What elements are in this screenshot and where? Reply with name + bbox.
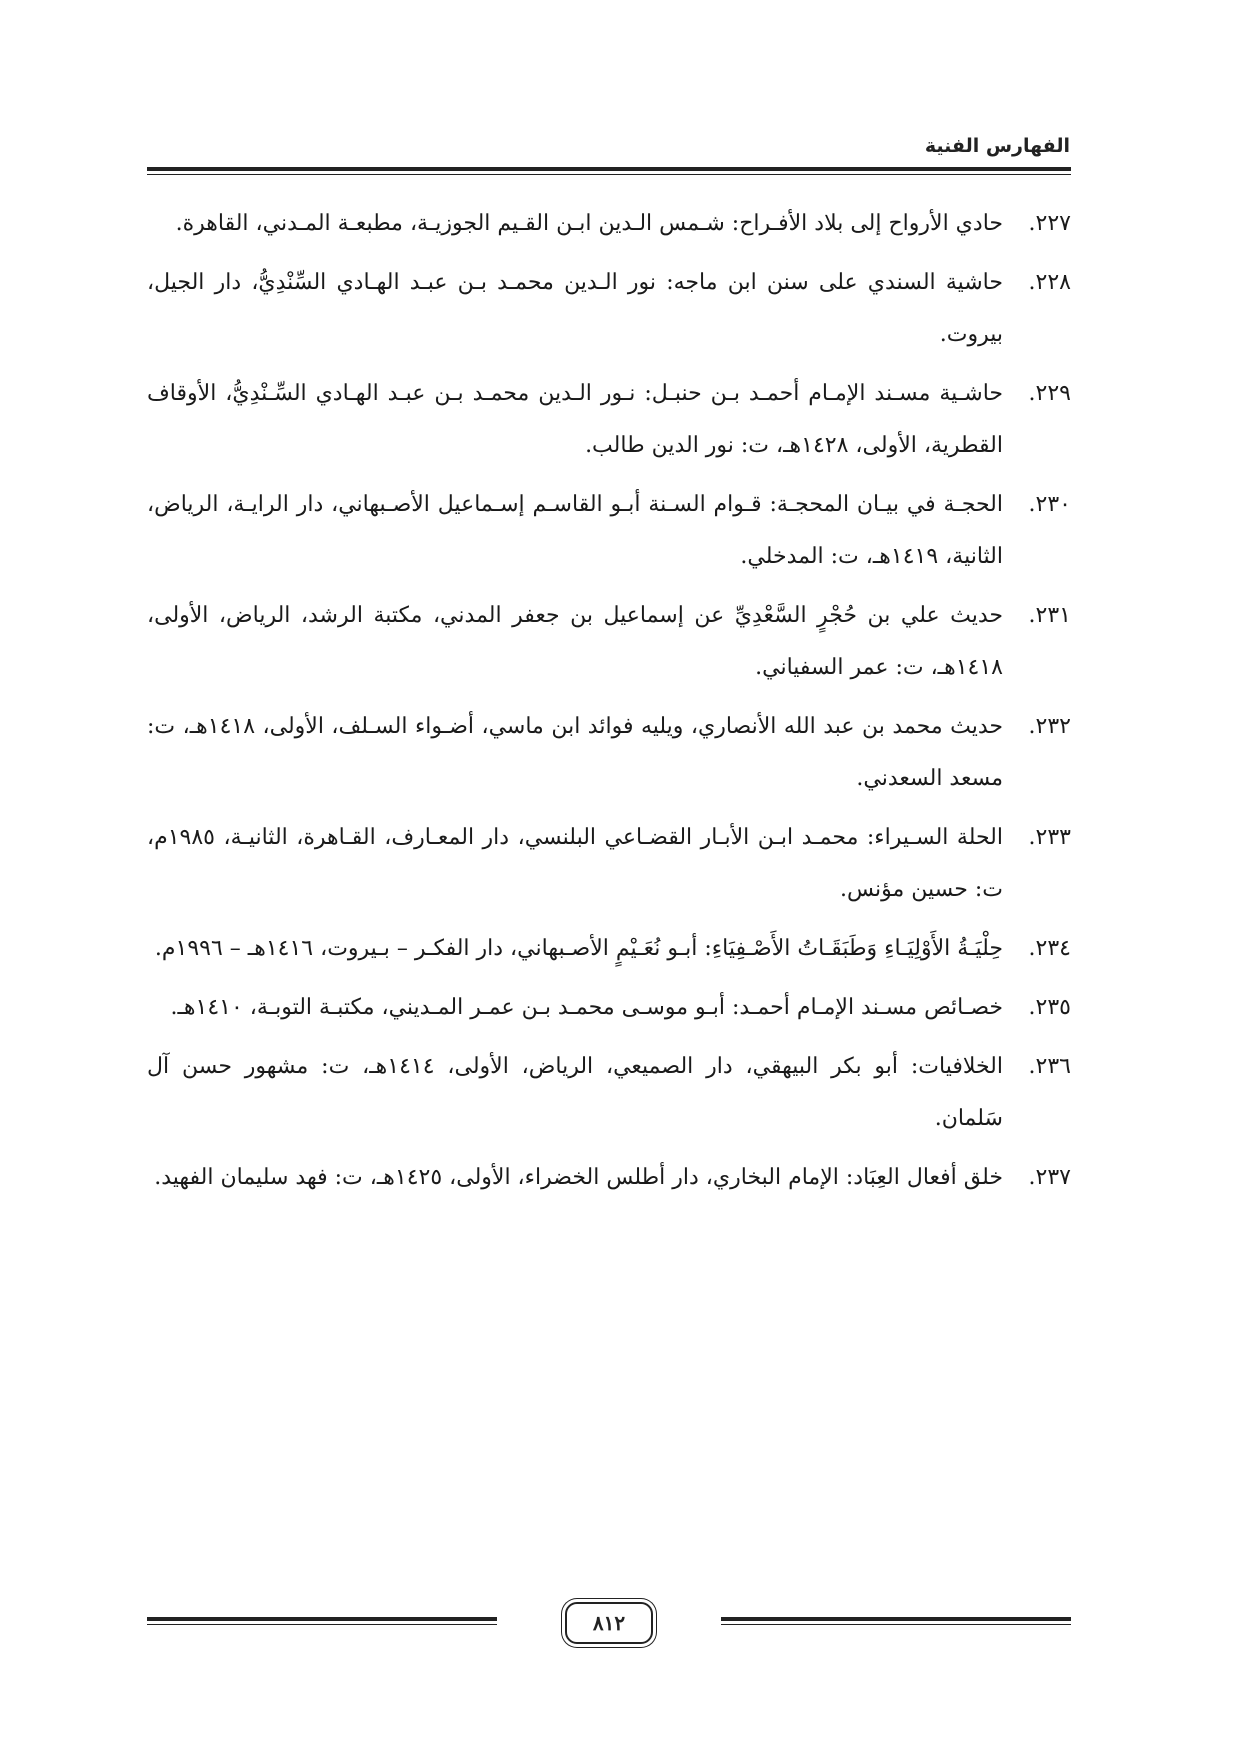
bibliography-list bbox=[147, 198, 1071, 1211]
bibliography-entry bbox=[147, 198, 1071, 250]
entry-text: حاشـية مسـند الإمـام أحمـد بـن حنبـل: نـور الـدين محمـد بـن عبـد الهـادي السِّـنْدِيُّ، الأوقاف القطرية، الأولى، ١٤٢٨هـ، ت: نور الدين طالب. bbox=[147, 381, 1003, 458]
footer-rule-left bbox=[147, 1617, 497, 1627]
entry-text: الخلافيات: أبو بكر البيهقي، دار الصميعي، الرياض، الأولى، ١٤١٤هـ، ت: مشهور حسن آل سَلمان. bbox=[147, 1054, 1003, 1131]
bibliography-entry bbox=[147, 923, 1071, 975]
entry-text: حديث محمد بن عبد الله الأنصاري، ويليه فوائد ابن ماسي، أضـواء السـلف، الأولى، ١٤١٨هـ، ت: مسعد السعدني. bbox=[147, 714, 1004, 791]
entry-text: حِلْيَـةُ الأَوْلِيَـاءِ وَطَبَقَـاتُ الأَصْـفِيَاءِ: أبـو نُعَـيْمٍ الأصـبهاني، دار الفكـر – بـيروت، ١٤١٦هـ – ١٩٩٦م. bbox=[154, 936, 1003, 961]
entry-number: ٢٣٣. bbox=[1028, 825, 1071, 850]
entry-number: ٢٢٨. bbox=[1028, 270, 1071, 295]
page-number: ٨١٢ bbox=[592, 1611, 626, 1635]
entry-number: ٢٣٦. bbox=[1028, 1054, 1071, 1079]
bibliography-entry bbox=[147, 368, 1071, 472]
entry-text: حاشية السندي على سنن ابن ماجه: نور الـدين محمـد بـن عبـد الهـادي السِّنْدِيُّ، دار الجيل، بيروت. bbox=[147, 270, 1003, 347]
entry-text: خلق أفعال العِبَاد: الإمام البخاري، دار أطلس الخضراء، الأولى، ١٤٢٥هـ، ت: فهد سليمان الفهيد. bbox=[154, 1165, 1003, 1190]
entry-number: ٢٢٩. bbox=[1028, 381, 1071, 406]
entry-text: الحجـة في بيـان المحجـة: قـوام السـنة أبـو القاسـم إسـماعيل الأصـبهاني، دار الرايـة، الرياض، الثانية، ١٤١٩هـ، ت: المدخلي. bbox=[147, 492, 1003, 569]
footer-rule-right bbox=[721, 1617, 1071, 1627]
bibliography-entry bbox=[147, 812, 1071, 916]
entry-number: ٢٣١. bbox=[1028, 603, 1071, 628]
bibliography-entry bbox=[147, 982, 1071, 1034]
entry-text: الحلة السـيراء: محمـد ابـن الأبـار القضـاعي البلنسي، دار المعـارف، القـاهرة، الثانيـة، ١٩٨٥م، ت: حسين مؤنس. bbox=[147, 825, 1003, 902]
entry-number: ٢٢٧. bbox=[1028, 211, 1071, 236]
entry-number: ٢٣٥. bbox=[1028, 995, 1071, 1020]
bibliography-entry bbox=[147, 701, 1071, 805]
entry-text: حادي الأرواح إلى بلاد الأفـراح: شـمس الـدين ابـن القـيم الجوزيـة، مطبعـة المـدني، القاهرة. bbox=[175, 211, 1003, 236]
entry-number: ٢٣٠. bbox=[1028, 492, 1071, 517]
bibliography-entry bbox=[147, 590, 1071, 694]
running-header-title: الفهارس الفنية bbox=[924, 135, 1070, 157]
bibliography-entry bbox=[147, 1041, 1071, 1145]
entry-number: ٢٣٤. bbox=[1028, 936, 1071, 961]
header-rule-thick bbox=[147, 167, 1071, 171]
entry-number: ٢٣٧. bbox=[1028, 1165, 1071, 1190]
footer-rule-thin bbox=[147, 1624, 497, 1625]
footer-rule-thick bbox=[147, 1617, 497, 1621]
bibliography-entry bbox=[147, 479, 1071, 583]
entry-text: حديث علي بن حُجْرٍ السَّعْدِيِّ عن إسماعيل بن جعفر المدني، مكتبة الرشد، الرياض، الأولى، ١٤١٨هـ، ت: عمر السفياني. bbox=[147, 603, 1003, 680]
bibliography-entry bbox=[147, 257, 1071, 361]
footer-rule-thick bbox=[721, 1617, 1071, 1621]
header-rule-thin bbox=[147, 174, 1071, 175]
page-number-frame bbox=[565, 1602, 653, 1644]
bibliography-entry bbox=[147, 1152, 1071, 1204]
footer-rule-thin bbox=[721, 1624, 1071, 1625]
entry-number: ٢٣٢. bbox=[1028, 714, 1071, 739]
page-footer bbox=[147, 1598, 1071, 1648]
entry-text: خصـائص مسـند الإمـام أحمـد: أبـو موسـى محمـد بـن عمـر المـديني، مكتبـة التوبـة، ١٤١٠هـ. bbox=[170, 995, 1003, 1020]
